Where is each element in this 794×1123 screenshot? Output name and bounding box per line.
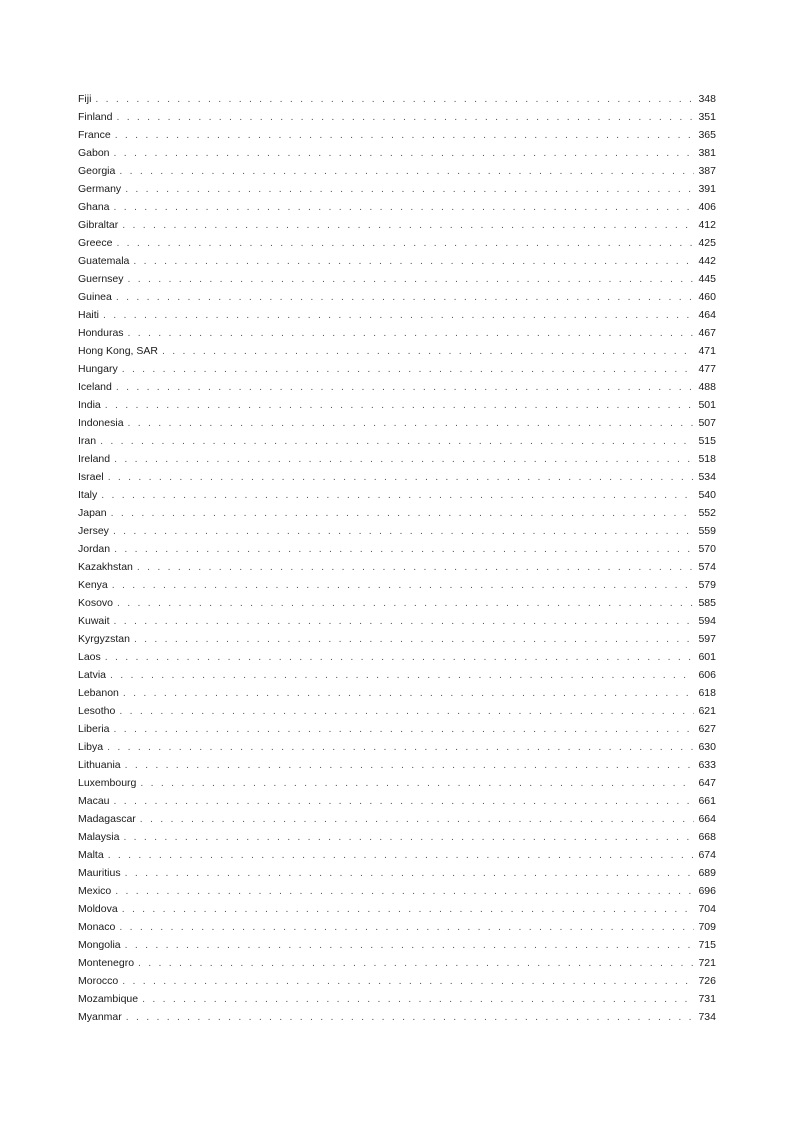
toc-entry[interactable] — [78, 108, 716, 126]
toc-entry-title: Ghana — [78, 201, 110, 213]
toc-entry-title: Guinea — [78, 291, 112, 303]
toc-dot-leader — [113, 522, 695, 540]
toc-entry-title: Finland — [78, 111, 113, 123]
toc-entry-page-number: 391 — [698, 183, 716, 195]
toc-entry-page-number: 633 — [698, 759, 716, 771]
toc-entry-title: France — [78, 129, 111, 141]
toc-entry-page-number: 425 — [698, 237, 716, 249]
toc-entry-title: Malaysia — [78, 831, 120, 843]
toc-entry-page-number: 540 — [698, 489, 716, 501]
toc-entry-title: Guatemala — [78, 255, 130, 267]
toc-entry[interactable] — [78, 324, 716, 342]
toc-entry-title: Iceland — [78, 381, 112, 393]
toc-entry-title: Italy — [78, 489, 98, 501]
toc-entry-title: Kenya — [78, 579, 108, 591]
toc-dot-leader — [125, 864, 695, 882]
toc-entry-page-number: 689 — [698, 867, 716, 879]
toc-entry-page-number: 726 — [698, 975, 716, 987]
toc-dot-leader — [116, 378, 695, 396]
toc-entry-page-number: 518 — [698, 453, 716, 465]
toc-dot-leader — [112, 576, 695, 594]
toc-dot-leader — [103, 306, 694, 324]
toc-dot-leader — [101, 486, 694, 504]
toc-dot-leader — [114, 720, 695, 738]
toc-entry-title: Israel — [78, 471, 104, 483]
toc-entry-title: Myanmar — [78, 1011, 122, 1023]
toc-dot-leader — [117, 594, 694, 612]
toc-entry-page-number: 704 — [698, 903, 716, 915]
toc-entry-title: Latvia — [78, 669, 107, 681]
toc-entry-title: Germany — [78, 183, 122, 195]
toc-dot-leader — [116, 234, 694, 252]
toc-dot-leader — [137, 558, 695, 576]
toc-entry-title: Guernsey — [78, 273, 124, 285]
toc-dot-leader — [140, 810, 695, 828]
toc-entry-title: Jordan — [78, 543, 111, 555]
toc-entry-page-number: 618 — [698, 687, 716, 699]
toc-entry[interactable] — [78, 306, 716, 324]
toc-entry-title: Mozambique — [78, 993, 139, 1005]
toc-entry-title: Liberia — [78, 723, 110, 735]
toc-entry[interactable] — [78, 630, 716, 648]
toc-entry-page-number: 381 — [698, 147, 716, 159]
toc-entry-page-number: 412 — [698, 219, 716, 231]
toc-entry-title: Mongolia — [78, 939, 121, 951]
toc-dot-leader — [123, 828, 694, 846]
toc-dot-leader — [105, 648, 695, 666]
toc-entry-page-number: 627 — [698, 723, 716, 735]
toc-entry-title: Moldova — [78, 903, 118, 915]
toc-entry-title: Lebanon — [78, 687, 119, 699]
toc-entry-page-number: 464 — [698, 309, 716, 321]
toc-entry[interactable] — [78, 270, 716, 288]
toc-entry-page-number: 507 — [698, 417, 716, 429]
toc-entry-page-number: 696 — [698, 885, 716, 897]
toc-entry[interactable] — [78, 936, 716, 954]
toc-entry-page-number: 559 — [698, 525, 716, 537]
toc-entry-page-number: 515 — [698, 435, 716, 447]
toc-dot-leader — [125, 936, 695, 954]
toc-dot-leader — [100, 432, 694, 450]
toc-dot-leader — [114, 612, 695, 630]
toc-dot-leader — [119, 162, 694, 180]
table-of-contents — [78, 90, 716, 1026]
toc-dot-leader — [115, 882, 694, 900]
toc-entry[interactable] — [78, 234, 716, 252]
toc-entry-page-number: 664 — [698, 813, 716, 825]
toc-entry-title: Greece — [78, 237, 113, 249]
toc-entry[interactable] — [78, 900, 716, 918]
toc-entry-page-number: 501 — [698, 399, 716, 411]
toc-entry-page-number: 674 — [698, 849, 716, 861]
toc-entry-title: Gabon — [78, 147, 110, 159]
toc-entry-page-number: 647 — [698, 777, 716, 789]
toc-dot-leader — [128, 270, 695, 288]
toc-entry-title: Georgia — [78, 165, 116, 177]
toc-dot-leader — [119, 702, 694, 720]
toc-dot-leader — [116, 288, 695, 306]
toc-entry-page-number: 621 — [698, 705, 716, 717]
toc-entry-title: Haiti — [78, 309, 100, 321]
toc-dot-leader — [114, 198, 695, 216]
toc-entry-page-number: 351 — [698, 111, 716, 123]
toc-entry-page-number: 731 — [698, 993, 716, 1005]
toc-dot-leader — [125, 180, 694, 198]
toc-entry-page-number: 721 — [698, 957, 716, 969]
toc-entry-page-number: 445 — [698, 273, 716, 285]
toc-entry-title: Kazakhstan — [78, 561, 133, 573]
toc-dot-leader — [114, 792, 695, 810]
toc-entry[interactable] — [78, 918, 716, 936]
toc-entry-page-number: 348 — [698, 93, 716, 105]
toc-entry-title: Madagascar — [78, 813, 136, 825]
toc-entry[interactable] — [78, 738, 716, 756]
toc-dot-leader — [128, 414, 695, 432]
toc-entry-title: Fiji — [78, 93, 92, 105]
toc-entry-title: Japan — [78, 507, 107, 519]
toc-entry-title: Indonesia — [78, 417, 124, 429]
toc-entry[interactable] — [78, 288, 716, 306]
toc-entry[interactable] — [78, 504, 716, 522]
toc-entry-page-number: 594 — [698, 615, 716, 627]
toc-entry-title: Montenegro — [78, 957, 135, 969]
toc-dot-leader — [133, 252, 694, 270]
toc-entry[interactable] — [78, 360, 716, 378]
toc-entry-title: Ireland — [78, 453, 111, 465]
toc-entry[interactable] — [78, 612, 716, 630]
toc-entry[interactable] — [78, 720, 716, 738]
toc-entry-page-number: 579 — [698, 579, 716, 591]
toc-entry-page-number: 597 — [698, 633, 716, 645]
toc-entry-title: Iran — [78, 435, 97, 447]
toc-entry[interactable] — [78, 702, 716, 720]
toc-entry[interactable] — [78, 396, 716, 414]
toc-entry[interactable] — [78, 540, 716, 558]
toc-entry-page-number: 365 — [698, 129, 716, 141]
toc-entry-page-number: 734 — [698, 1011, 716, 1023]
toc-entry[interactable] — [78, 432, 716, 450]
toc-dot-leader — [142, 990, 694, 1008]
toc-dot-leader — [111, 504, 695, 522]
toc-entry[interactable] — [78, 450, 716, 468]
toc-entry-title: Monaco — [78, 921, 116, 933]
toc-entry-page-number: 442 — [698, 255, 716, 267]
toc-dot-leader — [122, 360, 695, 378]
toc-entry-page-number: 488 — [698, 381, 716, 393]
toc-dot-leader — [114, 450, 694, 468]
toc-entry-page-number: 460 — [698, 291, 716, 303]
toc-entry[interactable] — [78, 666, 716, 684]
toc-entry[interactable] — [78, 414, 716, 432]
toc-entry-page-number: 601 — [698, 651, 716, 663]
toc-entry-title: Hungary — [78, 363, 118, 375]
toc-dot-leader — [114, 144, 695, 162]
toc-entry[interactable] — [78, 594, 716, 612]
toc-dot-leader — [125, 756, 695, 774]
toc-entry[interactable] — [78, 576, 716, 594]
toc-entry-title: India — [78, 399, 101, 411]
toc-dot-leader — [107, 738, 694, 756]
toc-dot-leader — [122, 900, 695, 918]
toc-entry-title: Morocco — [78, 975, 119, 987]
toc-entry-page-number: 471 — [698, 345, 716, 357]
toc-entry-page-number: 574 — [698, 561, 716, 573]
toc-dot-leader — [110, 666, 694, 684]
toc-entry-title: Kosovo — [78, 597, 114, 609]
toc-entry-page-number: 630 — [698, 741, 716, 753]
toc-dot-leader — [134, 630, 695, 648]
toc-dot-leader — [123, 684, 695, 702]
toc-dot-leader — [138, 954, 694, 972]
toc-entry-title: Kyrgyzstan — [78, 633, 130, 645]
toc-entry-page-number: 387 — [698, 165, 716, 177]
toc-entry[interactable] — [78, 162, 716, 180]
toc-entry-title: Libya — [78, 741, 104, 753]
toc-entry-title: Honduras — [78, 327, 124, 339]
toc-entry[interactable] — [78, 846, 716, 864]
toc-entry-page-number: 709 — [698, 921, 716, 933]
toc-entry-page-number: 477 — [698, 363, 716, 375]
toc-dot-leader — [105, 396, 695, 414]
toc-entry-page-number: 715 — [698, 939, 716, 951]
toc-entry[interactable] — [78, 828, 716, 846]
toc-entry[interactable] — [78, 882, 716, 900]
toc-entry[interactable] — [78, 126, 716, 144]
toc-entry-page-number: 570 — [698, 543, 716, 555]
toc-entry[interactable] — [78, 990, 716, 1008]
toc-entry[interactable] — [78, 774, 716, 792]
toc-entry-title: Jersey — [78, 525, 109, 537]
toc-dot-leader — [119, 918, 694, 936]
toc-entry-page-number: 585 — [698, 597, 716, 609]
toc-entry[interactable] — [78, 972, 716, 990]
toc-entry-page-number: 606 — [698, 669, 716, 681]
toc-entry[interactable] — [78, 810, 716, 828]
toc-entry[interactable] — [78, 144, 716, 162]
toc-entry-title: Kuwait — [78, 615, 110, 627]
toc-entry[interactable] — [78, 864, 716, 882]
toc-entry[interactable] — [78, 756, 716, 774]
toc-entry[interactable] — [78, 180, 716, 198]
toc-entry[interactable] — [78, 90, 716, 108]
toc-entry[interactable] — [78, 558, 716, 576]
toc-entry-title: Mauritius — [78, 867, 121, 879]
toc-dot-leader — [116, 108, 694, 126]
toc-entry[interactable] — [78, 216, 716, 234]
toc-entry[interactable] — [78, 198, 716, 216]
toc-entry-title: Macau — [78, 795, 110, 807]
toc-entry[interactable] — [78, 486, 716, 504]
toc-entry-title: Luxembourg — [78, 777, 137, 789]
toc-entry[interactable] — [78, 792, 716, 810]
toc-dot-leader — [126, 1008, 695, 1026]
toc-entry[interactable] — [78, 684, 716, 702]
toc-dot-leader — [95, 90, 694, 108]
toc-dot-leader — [122, 972, 694, 990]
toc-entry[interactable] — [78, 252, 716, 270]
toc-entry-page-number: 406 — [698, 201, 716, 213]
toc-dot-leader — [108, 846, 695, 864]
toc-entry-title: Laos — [78, 651, 101, 663]
toc-entry-title: Lithuania — [78, 759, 121, 771]
toc-dot-leader — [140, 774, 694, 792]
toc-entry-page-number: 661 — [698, 795, 716, 807]
toc-entry[interactable] — [78, 342, 716, 360]
toc-entry-page-number: 552 — [698, 507, 716, 519]
toc-dot-leader — [162, 342, 695, 360]
toc-dot-leader — [128, 324, 695, 342]
toc-entry-title: Mexico — [78, 885, 112, 897]
toc-dot-leader — [114, 540, 694, 558]
toc-entry-page-number: 534 — [698, 471, 716, 483]
toc-entry-title: Malta — [78, 849, 104, 861]
toc-dot-leader — [122, 216, 694, 234]
toc-dot-leader — [115, 126, 695, 144]
toc-entry[interactable] — [78, 522, 716, 540]
toc-entry-page-number: 668 — [698, 831, 716, 843]
toc-entry[interactable] — [78, 468, 716, 486]
toc-entry-title: Gibraltar — [78, 219, 119, 231]
toc-entry-title: Lesotho — [78, 705, 116, 717]
toc-entry[interactable] — [78, 378, 716, 396]
toc-entry[interactable] — [78, 1008, 716, 1026]
toc-entry[interactable] — [78, 954, 716, 972]
toc-dot-leader — [108, 468, 695, 486]
toc-entry-title: Hong Kong, SAR — [78, 345, 158, 357]
toc-entry-page-number: 467 — [698, 327, 716, 339]
toc-entry[interactable] — [78, 648, 716, 666]
